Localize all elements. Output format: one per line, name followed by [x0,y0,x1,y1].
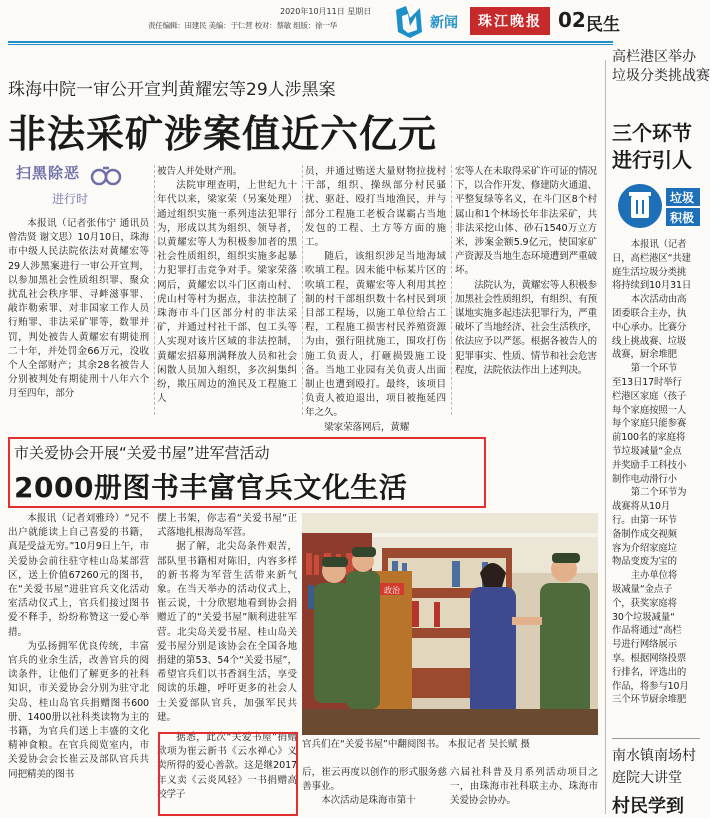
paragraph: 法院认为，黄耀宏等人积极参加黑社会性质组织，有组织、有预谋地实施多起违法犯罪行为，严重破坏了当地经济、社会生活秩序，依法应予以严惩。根据各被告人的犯罪事实、性质、情节和社会危害程度，法院依法作出上述判决。 [455,279,597,376]
column-separator [302,165,304,415]
body-line: 日，高栏港区“共建 [612,252,691,264]
body-line: 栏港区家庭（孩子 [612,390,687,402]
body-line: 主办单位将 [630,570,678,582]
badge-subtitle: 进行时 [52,192,89,206]
right-article2-headline: 村民学到 [612,796,684,817]
paragraph: 被告人并处财产刑。 [157,166,242,177]
paragraph: 本次活动是珠海市第十 [321,795,416,807]
body-line: 30个垃圾减量“ [612,611,675,623]
body-line: 本次活动由高 [630,294,687,306]
column-separator [451,165,453,415]
masthead-rule [8,41,613,43]
kicker-line: 垃圾分类挑战赛 [612,68,710,84]
body-line: 备制作成交视频 [612,528,677,540]
paragraph: 摆上书架，你志看“关爱书屋”正式落地扎根海岛军营。 [157,513,297,539]
section-label: 新闻 [430,15,458,31]
article1-kicker: 珠海中院一审公开宣判黄耀宏等29人涉黑案 [8,80,336,100]
body-line: 团委联合主办，执 [612,307,687,319]
paragraph: 本报讯（记者张伟宁 通讯员曾浩贤 谢文思）10月10日，珠海市中级人民法院依法对黄耀宏等29人涉黑案进行一审公开宣判，以参加黑社会性质组织罪、聚众扰乱社会秩序罪、寻衅滋事罪、敲诈勒索罪、对非国家工作人员行贿罪、非法采矿罪等，数罪并罚，判处被告人黄耀宏有期徒刑二十年，并处罚金66万元，没收个人全部财产；其余28名被告人分别被判处有期徒刑十八年六个月至四年，部分 [8,218,149,400]
handcuffs-icon [90,162,122,188]
right-article-headline [612,120,700,174]
donation-note-highlight [158,732,298,816]
kicker-line: 高栏港区举办 [612,49,696,65]
paragraph: 宏等人在未取得采矿许可证的情况下，以合作开发、修建防火通道、平整复绿等名义，在斗门区8个村属山和1个林场长年非法采矿，共非法采挖山体、砂石1540万立方米，涉案金额5.9亿元，使国家矿产资源及当地生态环境遭到严重破坏。 [455,166,597,277]
banner-text: 垃圾 [670,191,695,205]
photo-caption: 官兵们在“关爱书屋”中翻阅图书。 本报记者 吴长赋 摄 [302,739,530,750]
garbage-sorting-banner [616,178,700,234]
body-line: 作品，将参与10月 [612,680,689,692]
paragraph: 据了解，北尖岛条件艰苦，部队里书籍相对陈旧，内容多样的新书将为军营生活带来新气象。在当天举办的活动仪式上，崔云说，十分欣慰地看到协会捐赠近了的“关爱书屋”顺利进驻军营。北尖岛关爱书屋、桂山岛关爱书屋分别是该协会在全国各地捐建的第53、54个“关爱书屋”，希望官兵们以书香润生活，享受阅读的乐趣，呼吁更多的社会人士关爱部队官兵，加强军民共建。 [157,541,297,723]
body-line: 线上挑战赛、垃圾 [612,335,687,347]
masthead-rule-thin [8,44,613,45]
banner-text: 积极 [670,211,695,225]
body-line: 个，获奖家庭将 [612,597,677,609]
column-separator [154,165,156,415]
body-line: 三个环节厨余堆肥 [612,694,687,706]
soldiers-reading-illustration [302,513,598,735]
article1-column-1 [8,217,149,402]
body-line: 并奖励手工科技小 [612,459,687,471]
kicker-line: 南水镇南场村 [612,748,696,764]
page-section: 民生 [586,15,620,35]
body-line: 作品将通过“高栏 [612,625,682,637]
article1-column-3 [305,165,446,435]
body-line: 战赛，厨余堆肥 [612,349,677,361]
paragraph-highlighted: 据悉，此次“关爱书屋”捐赠款项为崔云新书《云水禅心》义卖所得的爱心善款。这是继2017年义卖《云炎风轻》一书捐赠高校学子 [157,732,297,800]
paragraph: 员，并通过贿送大量财物拉拢村干部，组织、操纵部分村民骚扰、驱赶、殴打当地渔民，并与部分工程施工老板合谋霸占当地发包的工程、土方等方面的施工。 [305,166,446,249]
article1-headline: 非法采矿涉案值近六亿元 [8,112,438,156]
body-line: 将持续到10月31日 [612,280,692,292]
body-line: 圾减量“金点子 [612,583,673,595]
right-article-body [612,238,700,707]
headline-line: 进行引人 [612,148,692,172]
paragraph: 后，崔云再度以创作的形式服务慈善事业。 [302,767,447,793]
body-line: 号进行网络展示 [612,639,677,651]
article1-column-2 [157,165,297,406]
body-line: 节垃圾减量“金点 [612,445,682,457]
paragraph: 本报讯（记者刘雅玲）“兄不出户就能读上自己喜爱的书籍，真是受益无穷。”10月9日上午，市关爱协会前往驻守桂山岛某部营区，送上价值67260元的图书，在“关爱书屋”进驻官兵文化活动室活动仪式上，官兵们接过图书爱不释手，纷纷称赞这一爱心举措。 [8,513,149,638]
body-line: 前100名的家庭将 [612,432,686,444]
body-line: 第一个环节 [630,363,678,375]
shelf-sign: 政治 [384,586,400,595]
paragraph: 随后，该组织涉足当地海域吹填工程。因未能中标某片区的吹填工程，黄耀宏等人利用其控制的村干部组织数十名村民到项目部工程场，以施工单位给占工程，工程施工损害村民养殖资源为由，强行阻扰施工，围攻打伤施工负责人，打砸损毁施工设备。当地工业园有关负责人出面制止也遭到殴打。最终，该项目负责人被迫退出，项目被拖延四年之久。 [305,251,446,419]
paper-logo-icon [392,2,426,40]
right-column-separator [612,738,700,739]
badge-title: 扫黑除恶 [16,164,81,182]
body-line: 至13日17时举行 [612,376,682,388]
paper-name: 珠江晚报 [470,7,550,35]
anti-crime-badge [12,160,122,212]
body-line: 行排名，评选出的 [612,666,687,678]
article2-headline: 2000册图书丰富官兵文化生活 [14,471,408,504]
article2-photo [302,513,598,735]
paragraph: 六届社科普及月系列活动项目之一，由珠海市社科联主办、珠海市关爱协会协办。 [450,767,598,807]
body-line: 每个家庭按照一人 [612,404,687,416]
article2-column-1 [8,512,149,782]
article2-column-3 [302,766,447,809]
article2-kicker: 市关爱协会开展“关爱书屋”进军营活动 [14,444,270,462]
article1-column-4 [455,165,597,378]
right-article-kicker [612,48,710,86]
body-line: 每个家庭只能参赛 [612,418,687,430]
body-line: 第二个环节为 [630,487,687,499]
body-line: 制作电动滑行小 [612,473,677,485]
issue-date: 2020年10月11日 星期日 [280,7,372,16]
body-line: 战赛将从10月 [612,501,671,513]
column-divider [605,60,606,814]
kicker-line: 庭院大讲堂 [612,770,682,786]
headline-line: 三个环节 [612,121,692,145]
body-line: 庭生活垃圾分类挑 [612,266,687,278]
body-line: 物品变废为宝的 [612,556,677,568]
paragraph: 法院审理查明，上世纪九十年代以来，梁家荣（另案处理）通过组织实施一系列违法犯罪行为，形成以其为组织、领导者，以黄耀宏等人为积极参加者的黑社会性质组织，组织实施多起暴力犯罪打击竞争对手。梁家荣落网后，黄耀宏以斗门区南山村、虎山村等村为据点，非法控制了珠海市斗门区部分村的非法采矿，并通过村社干部、包工头等人实现对该片区域的非法控制，黄耀宏招募刑满释放人员和社会闲散人员加入组织，多次糾集纠纷，欺压周边的渔民及工程施工人 [157,180,297,405]
body-line: 享。根据网络投票 [612,652,687,664]
body-line: 中心承办。比赛分 [612,321,687,333]
page-number: 02 [558,8,586,32]
paragraph: 梁家荣落网后，黄耀 [324,421,410,433]
right-article2-kicker [612,745,700,789]
body-line: 行。由第一环节 [612,514,677,526]
body-line: 容为介绍家庭垃 [612,542,677,554]
editorial-credits: 责任编辑：田建民 美编：于仁营 校对：蔡敏 组版：徐一华 [148,21,338,30]
body-line: 本报讯（记者 [630,239,687,250]
paragraph: 为弘扬拥军优良传统，丰富官兵的业余生活，改善官兵的阅读条件，让他们了解更多的社科知识，市关爱协会分别为驻守北尖岛、桂山岛官兵捐赠图书600册、1400册以社科类读物为主的书籍，为官兵们送上丰盛的文化精神食粮。在官兵阅览室内，市关爱协会会长崔云及部队官兵共同把精美的图书 [8,640,149,780]
article2-column-4 [450,766,598,809]
